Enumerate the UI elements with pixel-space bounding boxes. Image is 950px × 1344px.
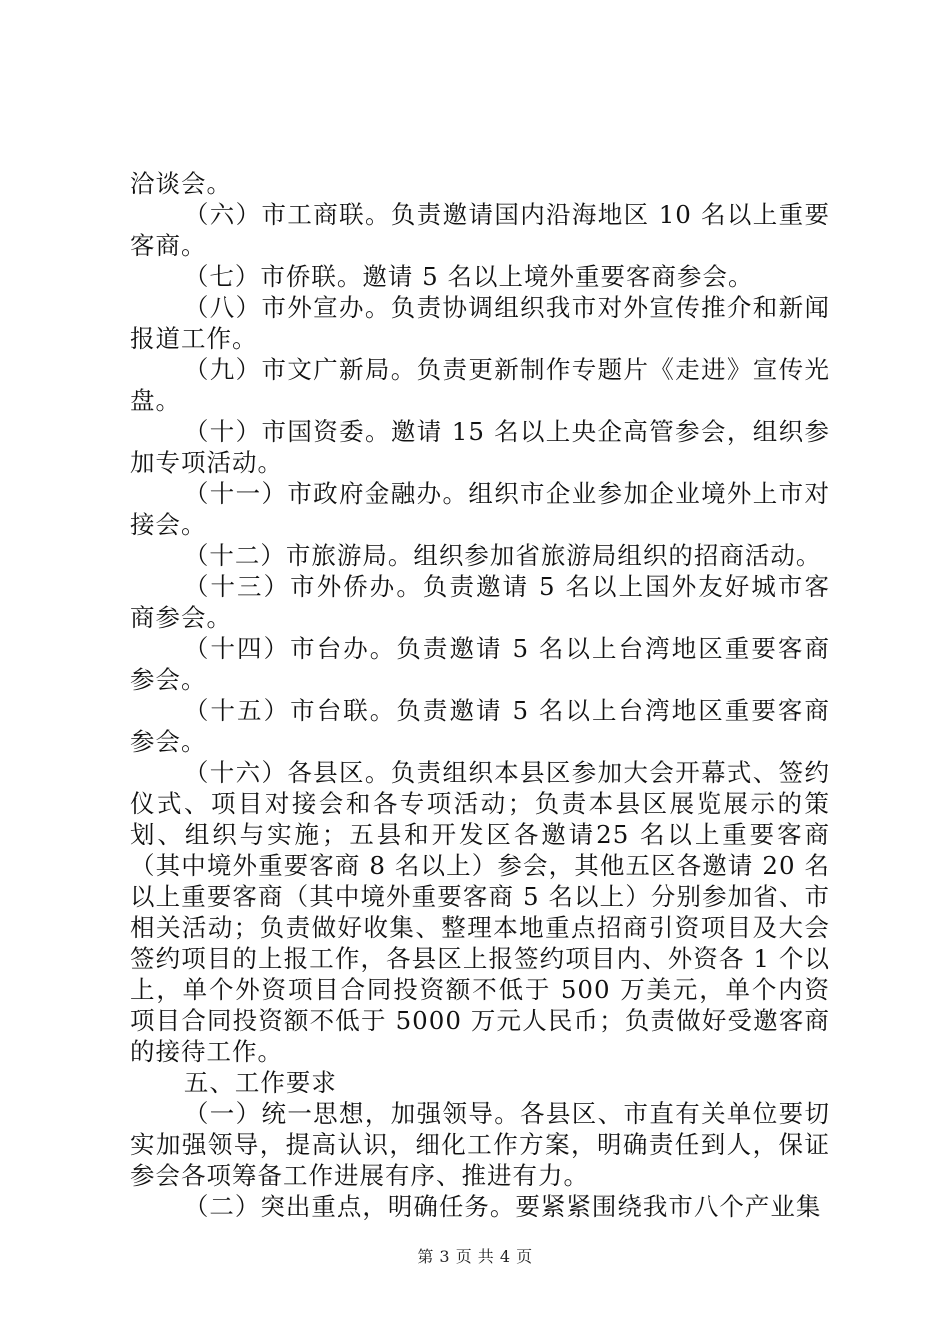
paragraph-item-8: （八）市外宣办。负责协调组织我市对外宣传推介和新闻报道工作。: [130, 293, 830, 353]
paragraph-continuation: 洽谈会。: [130, 169, 232, 198]
paragraph-item-6: （六）市工商联。负责邀请国内沿海地区 10 名以上重要客商。: [130, 200, 830, 260]
paragraph-requirement-1: （一）统一思想，加强领导。各县区、市直有关单位要切实加强领导，提高认识，细化工作方案，明确责任到人，保证参会各项筹备工作进展有序、推进有力。: [130, 1099, 830, 1190]
paragraph-requirement-2: （二）突出重点，明确任务。要紧紧围绕我市八个产业集: [183, 1192, 822, 1221]
page-number-footer: 第 3 页 共 4 页: [417, 1247, 533, 1266]
paragraph-item-13: （十三）市外侨办。负责邀请 5 名以上国外友好城市客商参会。: [130, 572, 830, 632]
document-body: [130, 168, 830, 1222]
paragraph-item-7: （七）市侨联。邀请 5 名以上境外重要客商参会。: [183, 262, 754, 291]
paragraph-item-12: （十二）市旅游局。组织参加省旅游局组织的招商活动。: [183, 541, 822, 570]
paragraph-item-15: （十五）市台联。负责邀请 5 名以上台湾地区重要客商参会。: [130, 696, 830, 756]
paragraph-item-16: （十六）各县区。负责组织本县区参加大会开幕式、签约仪式、项目对接会和各专项活动；负责本县区展览展示的策划、组织与实施；五县和开发区各邀请25 名以上重要客商（其中境外重要客商 8 名以上）参会，其他五区各邀请 20 名以上重要客商（其中境外重要客商 5 名以上）分别参加省、市相关活动；负责做好收集、整理本地重点招商引资项目及大会签约项目的上报工作，各县区上报签约项目内、外资各 1 个以上，单个外资项目合同投资额不低于 500 万美元，单个内资项目合同投资额不低于 5000 万元人民币；负责做好受邀客商的接待工作。: [130, 758, 830, 1066]
paragraph-item-11: （十一）市政府金融办。组织市企业参加企业境外上市对接会。: [130, 479, 830, 539]
paragraph-item-9: （九）市文广新局。负责更新制作专题片《走进》宣传光盘。: [130, 355, 830, 415]
paragraph-item-10: （十）市国资委。邀请 15 名以上央企高管参会，组织参加专项活动。: [130, 417, 830, 477]
paragraph-item-14: （十四）市台办。负责邀请 5 名以上台湾地区重要客商参会。: [130, 634, 830, 694]
section-heading-work-requirements: 五、工作要求: [183, 1068, 337, 1097]
